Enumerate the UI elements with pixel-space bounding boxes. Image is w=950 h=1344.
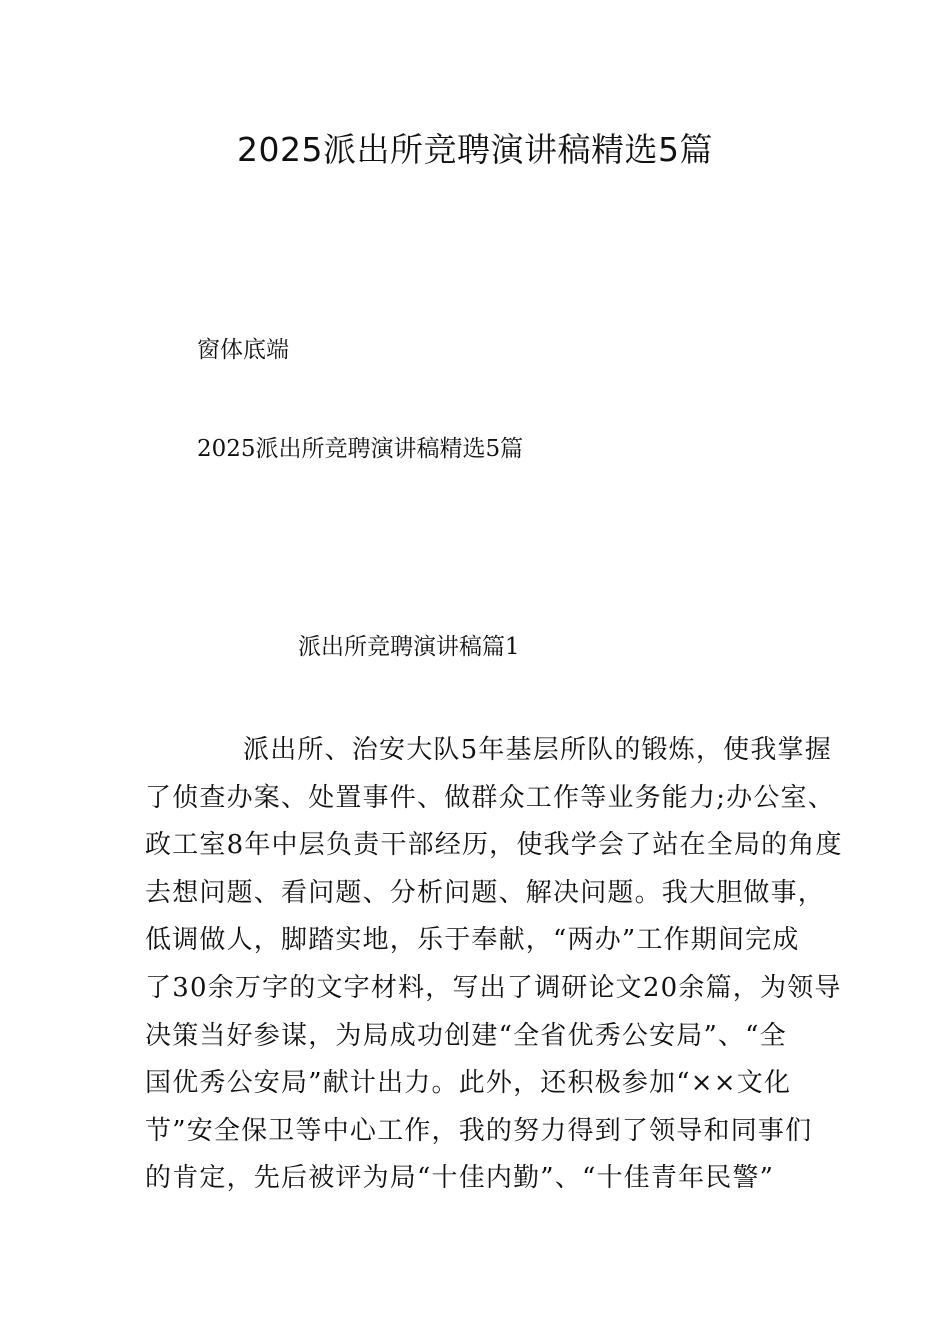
paragraph-line: 政工室8年中层负责干部经历，使我学会了站在全局的角度 [145,830,843,861]
paragraph-line: 决策当好参谋，为局成功创建“全省优秀公安局”、“全 [145,1020,787,1051]
paragraph-line: 节”安全保卫等中心工作，我的努力得到了领导和同事们 [145,1115,813,1146]
paragraph-line: 低调做人，脚踏实地，乐于奉献，“两办”工作期间完成 [145,925,800,956]
paragraph-line: 国优秀公安局”献计出力。此外，还积极参加“××文化 [145,1068,792,1099]
paragraph-line: 的肯定，先后被评为局“十佳内勤”、“十佳青年民警” [145,1163,775,1194]
form-bottom-label: 窗体底端 [197,337,289,363]
paragraph-line: 派出所、治安大队5年基层所队的锻炼，使我掌握 [243,735,832,765]
paragraph-line: 了30余万字的文字材料，写出了调研论文20余篇，为领导 [145,972,842,1003]
body-paragraph [145,727,843,1203]
section-heading: 派出所竞聘演讲稿篇1 [298,634,520,660]
paragraph-line: 去想问题、看问题、分析问题、解决问题。我大胆做事， [145,877,826,908]
document-subtitle: 2025派出所竞聘演讲稿精选5篇 [197,436,524,462]
paragraph-line: 了侦查办案、处置事件、做群众工作等业务能力;办公室、 [145,782,835,813]
page-title: 2025派出所竞聘演讲稿精选5篇 [237,130,713,169]
